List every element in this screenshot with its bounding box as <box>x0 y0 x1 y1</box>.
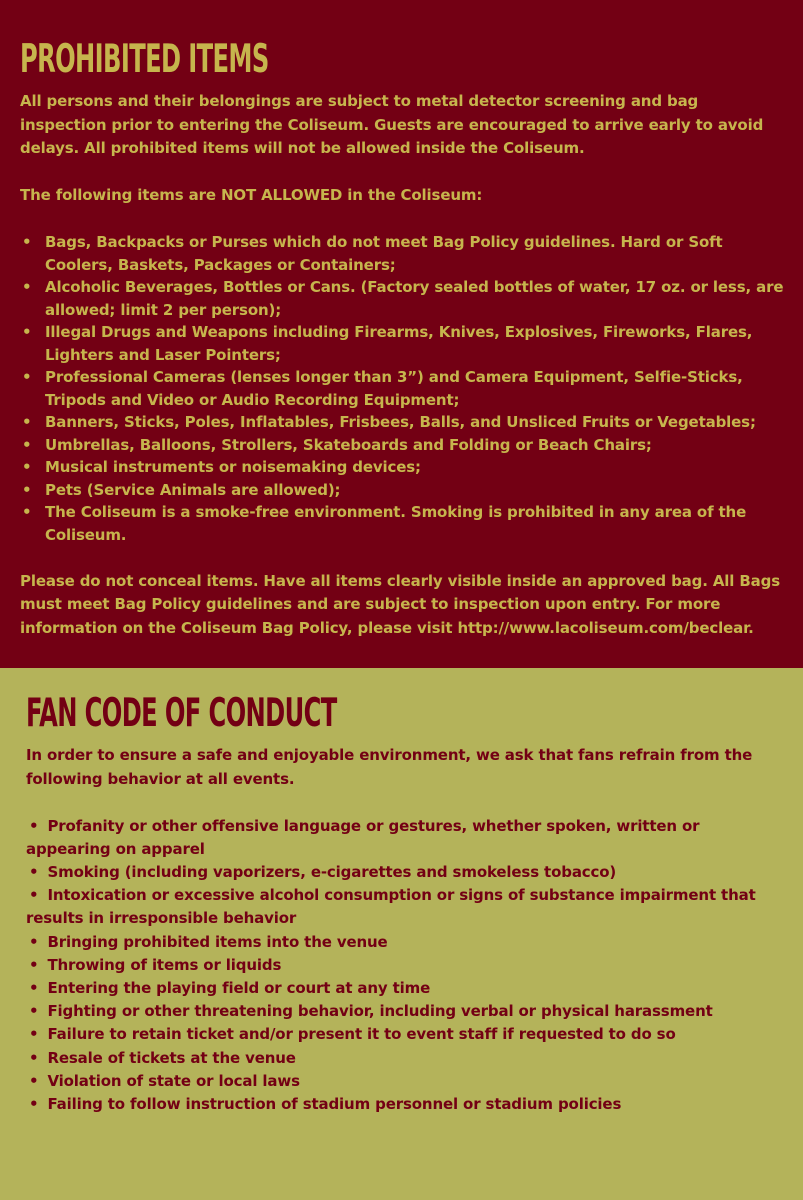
conduct-list <box>26 815 785 1117</box>
bullet-icon: • <box>29 932 39 951</box>
list-item <box>26 1070 785 1093</box>
list-item <box>26 1023 785 1046</box>
prohibited-intro: All persons and their belongings are subject to metal detector screening and bag inspection prior to entering the Coliseum. Guests are encouraged to arrive early to avoid delays. All prohibited items will not be allowed inside the Coliseum. <box>20 92 764 157</box>
list-item <box>26 1047 785 1070</box>
conduct-intro: In order to ensure a safe and enjoyable environment, we ask that fans refrain from the following behavior at all events. <box>26 746 753 788</box>
list-item: • Umbrellas, Balloons, Strollers, Skateboards and Folding or Beach Chairs; <box>20 434 785 457</box>
list-item: • Bags, Backpacks or Purses which do not meet Bag Policy guidelines. Hard or Soft Coolers, Baskets, Packages or Containers; <box>20 231 785 276</box>
list-item <box>26 1000 785 1023</box>
list-item-text: Bringing prohibited items into the venue <box>47 932 388 951</box>
prohibited-items-heading: PROHIBITED ITEMS <box>20 37 269 82</box>
bullet-icon: • <box>29 978 39 997</box>
bullet-icon: • <box>29 955 39 974</box>
fan-code-of-conduct-section <box>0 668 803 1200</box>
bullet-icon: • <box>29 886 39 905</box>
list-item <box>26 1093 785 1116</box>
bullet-icon: • <box>29 1025 39 1044</box>
list-item-text: Profanity or other offensive language or gestures, whether spoken, written or appearing on apparel <box>26 816 700 858</box>
prohibited-items-list <box>20 231 785 546</box>
prohibited-closing: Please do not conceal items. Have all items clearly visible inside an approved bag. All Bags must meet Bag Policy guidelines and are subject to inspection upon entry. For more information on the Coliseum Bag Policy, please visit http://www.lacoliseum.com/beclear. <box>20 571 780 637</box>
list-item-text: Smoking (including vaporizers, e-cigarettes and smokeless tobacco) <box>47 862 617 881</box>
list-item <box>26 977 785 1000</box>
list-item: • Alcoholic Beverages, Bottles or Cans. (Factory sealed bottles of water, 17 oz. or less, are allowed; limit 2 per person); <box>20 276 785 321</box>
list-item: • The Coliseum is a smoke-free environment. Smoking is prohibited in any area of the Coliseum. <box>20 501 785 546</box>
list-item-text: Entering the playing field or court at any time <box>47 978 431 997</box>
list-item <box>26 861 785 884</box>
list-item-text: Resale of tickets at the venue <box>47 1048 296 1067</box>
conduct-heading: FAN CODE OF CONDUCT <box>26 691 337 736</box>
bullet-icon: • <box>29 1002 39 1021</box>
list-item-text: Failing to follow instruction of stadium personnel or stadium policies <box>47 1094 622 1113</box>
bullet-icon: • <box>29 1094 39 1113</box>
bullet-icon: • <box>29 1048 39 1067</box>
list-item: • Illegal Drugs and Weapons including Firearms, Knives, Explosives, Fireworks, Flares, Lighters and Laser Pointers; <box>20 321 785 366</box>
list-item: • Pets (Service Animals are allowed); <box>20 479 785 502</box>
list-item <box>26 954 785 977</box>
list-item <box>26 815 785 861</box>
list-item-text: Failure to retain ticket and/or present it to event staff if requested to do so <box>47 1025 676 1044</box>
bullet-icon: • <box>29 862 39 881</box>
bullet-icon: • <box>29 1071 39 1090</box>
list-item: • Banners, Sticks, Poles, Inflatables, Frisbees, Balls, and Unsliced Fruits or Vegetables; <box>20 411 785 434</box>
list-item: • Professional Cameras (lenses longer than 3”) and Camera Equipment, Selfie-Sticks, Tripods and Video or Audio Recording Equipment; <box>20 366 785 411</box>
list-item <box>26 931 785 954</box>
list-item-text: Fighting or other threatening behavior, including verbal or physical harassment <box>47 1002 713 1021</box>
list-item-text: Intoxication or excessive alcohol consumption or signs of substance impairment that results in irresponsible behavior <box>26 886 756 928</box>
list-item <box>26 884 785 930</box>
prohibited-list-intro: The following items are NOT ALLOWED in the Coliseum: <box>20 186 483 204</box>
bullet-icon: • <box>29 816 39 835</box>
list-item-text: Throwing of items or liquids <box>47 955 282 974</box>
list-item-text: Violation of state or local laws <box>47 1071 300 1090</box>
list-item: • Musical instruments or noisemaking devices; <box>20 456 785 479</box>
